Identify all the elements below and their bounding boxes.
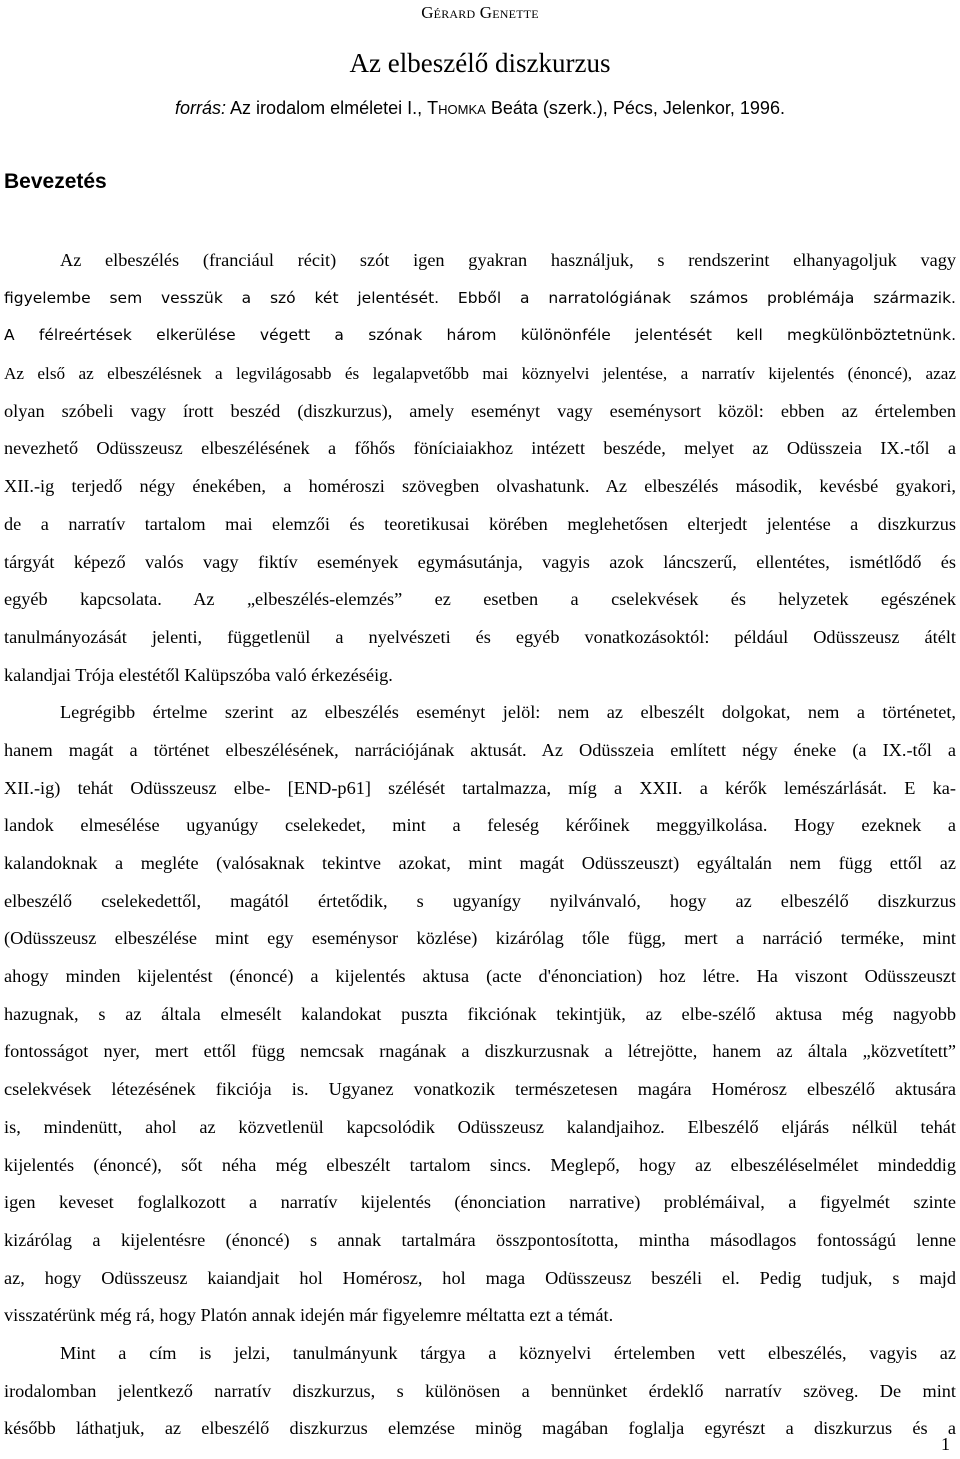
text-line: hazugnak, s az általa elmesélt kalandokat puszta fikciónak tekintjük, az elbe-szélő aktusa még nagyobb <box>4 1003 956 1024</box>
text-line: ahogy minden kijelentést (énoncé) a kijelentés aktusa (acte d'énonciation) hoz létre. Ha viszont Odüsszeuszt <box>4 966 956 987</box>
text-line: XII.-ig terjedő négy énekében, a homéroszi szövegben olvashatunk. Az elbeszélés második, kevésbé gyakori, <box>4 476 956 497</box>
text-line: Az első az elbeszélésnek a legvilágosabb és legalapvetőbb mai köznyelvi jelentése, a narratív kijelentés (énoncé), azaz <box>4 364 956 384</box>
text-line: kijelentés (énoncé), sőt néha még elbeszélt tartalom sincs. Meglepő, hogy az elbeszéléselmélet mindeddig <box>4 1154 956 1175</box>
source-text-end: Beáta (szerk.), Pécs, Jelenkor, 1996. <box>485 98 785 118</box>
page-title: Az elbeszélő diszkurzus <box>349 48 611 78</box>
source-editor: Thomka <box>427 98 486 118</box>
text-line: hanem magát a történet elbeszélésének, narrációjának aktusát. Az Odüsszeia említett négy éneke (a IX.-től a <box>4 739 956 760</box>
source-label: forrás: <box>175 98 227 118</box>
source-text: Az irodalom elméletei I., <box>226 98 428 118</box>
section-heading: Bevezetés <box>4 170 107 193</box>
text-line: igen keveset foglalkozott a narratív kijelentés (énonciation narrative) problémáival, a figyelmét szinte <box>4 1192 956 1213</box>
text-line: tanulmányozását jelenti, függetlenül a nyelvészeti és egyéb vonatkozásoktól: például Odüsszeusz átélt <box>4 626 956 647</box>
text-line: Mint a cím is jelzi, tanulmányunk tárgya a köznyelvi értelemben vett elbeszélés, vagyis az <box>60 1342 956 1363</box>
text-line: később láthatjuk, az elbeszélő diszkurzus elemzése minög magában foglalja egyrészt a diszkurzus és a <box>4 1418 956 1439</box>
text-line: olyan szóbeli vagy írott beszéd (diszkurzus), amely eseményt vagy eseménysort közöl: ebben az értelemben <box>4 400 956 421</box>
text-line: kizárólag a kijelentésre (énoncé) s annak tartalmára összpontosította, mintha másodlagos fontosságú lenne <box>4 1229 956 1250</box>
text-line: kalandjai Trója elestétől Kalüpszóba való érkezéséig. <box>4 664 393 685</box>
text-line: (Odüsszeusz elbeszélése mint egy eseménysor közlése) kizárólag tőle függ, mert a narráció terméke, mint <box>4 928 956 949</box>
text-line: nevezhető Odüsszeusz elbeszélésének a főhős föníciaiakhoz intézett beszéde, melyet az Odüsszeia IX.-től a <box>4 438 956 459</box>
text-line: egyéb kapcsolata. Az „elbeszélés-elemzés” ez esetben a cselekvések és helyzetek egészének <box>4 589 956 610</box>
text-line: XII.-ig) tehát Odüsszeusz elbe- [END-p61] szélését tartalmazza, míg a XXII. a kérők lemészárlását. E ka- <box>4 777 956 798</box>
text-line: elbeszélő cselekedettől, magától értetődik, s ugyanígy nyilvánvaló, hogy az elbeszélő diszkurzus <box>4 890 956 911</box>
text-line: de a narratív tartalom mai elemzői és teoretikusai körében meglehetősen elterjedt jelentése a diszkurzus <box>4 513 956 534</box>
text-line: fontosságot nyer, mert ettől függ nemcsak rnagának a diszkurzusnak a létrejötte, hanem az általa „közvetített” <box>4 1041 956 1062</box>
text-line: visszatérünk még rá, hogy Platón annak idején már figyelemre méltatta ezt a témát. <box>4 1305 614 1326</box>
text-line: kalandoknak a megléte (valósaknak tekintve azokat, mint magát Odüsszeuszt) egyáltalán nem függ ettől az <box>4 853 956 873</box>
text-line: tárgyát képező valós vagy fiktív események egymásutánja, vagyis azok láncszerű, ellentétes, ismétlődő és <box>4 551 956 572</box>
text-line: Az elbeszélés (franciául récit) szót igen gyakran használjuk, s rendszerint elhanyagoljuk vagy <box>60 250 956 270</box>
text-line: Legrégibb értelme szerint az elbeszélés eseményt jelöl: nem az elbeszélt dolgokat, nem a történetet, <box>60 702 956 723</box>
text-line: az, hogy Odüsszeusz kaiandjait hol Homérosz, hol maga Odüsszeusz beszéli el. Pedig tudjuk, s majd <box>4 1267 956 1288</box>
text-line: is, mindenütt, ahol az közvetlenül kapcsolódik Odüsszeusz kalandjaihoz. Elbeszélő eljárás nélkül tehát <box>4 1116 956 1137</box>
text-line: landok elmesélése ugyanúgy cselekedet, mint a feleség kérőinek meggyilkolása. Hogy ezeknek a <box>4 815 956 836</box>
text-line: figyelembe sem vesszük a szó két jelentését. Ebből a narratológiának számos problémája származik. <box>4 288 956 307</box>
author-name: Gérard Genette <box>421 3 539 22</box>
source-citation <box>0 98 960 119</box>
page-number: 1 <box>941 1434 950 1454</box>
text-line: irodalomban jelentkező narratív diszkurzus, s különösen a bennünket érdeklő narratív szöveg. De mint <box>4 1380 956 1401</box>
text-line: A félreértések elkerülése végett a szónak három különönféle jelentését kell megkülönböztetnünk. <box>4 326 956 345</box>
text-line: cselekvések létezésének fikciója is. Ugyanez vonatkozik természetesen magára Homérosz elbeszélő aktusára <box>4 1079 956 1100</box>
body-text <box>4 242 956 1448</box>
